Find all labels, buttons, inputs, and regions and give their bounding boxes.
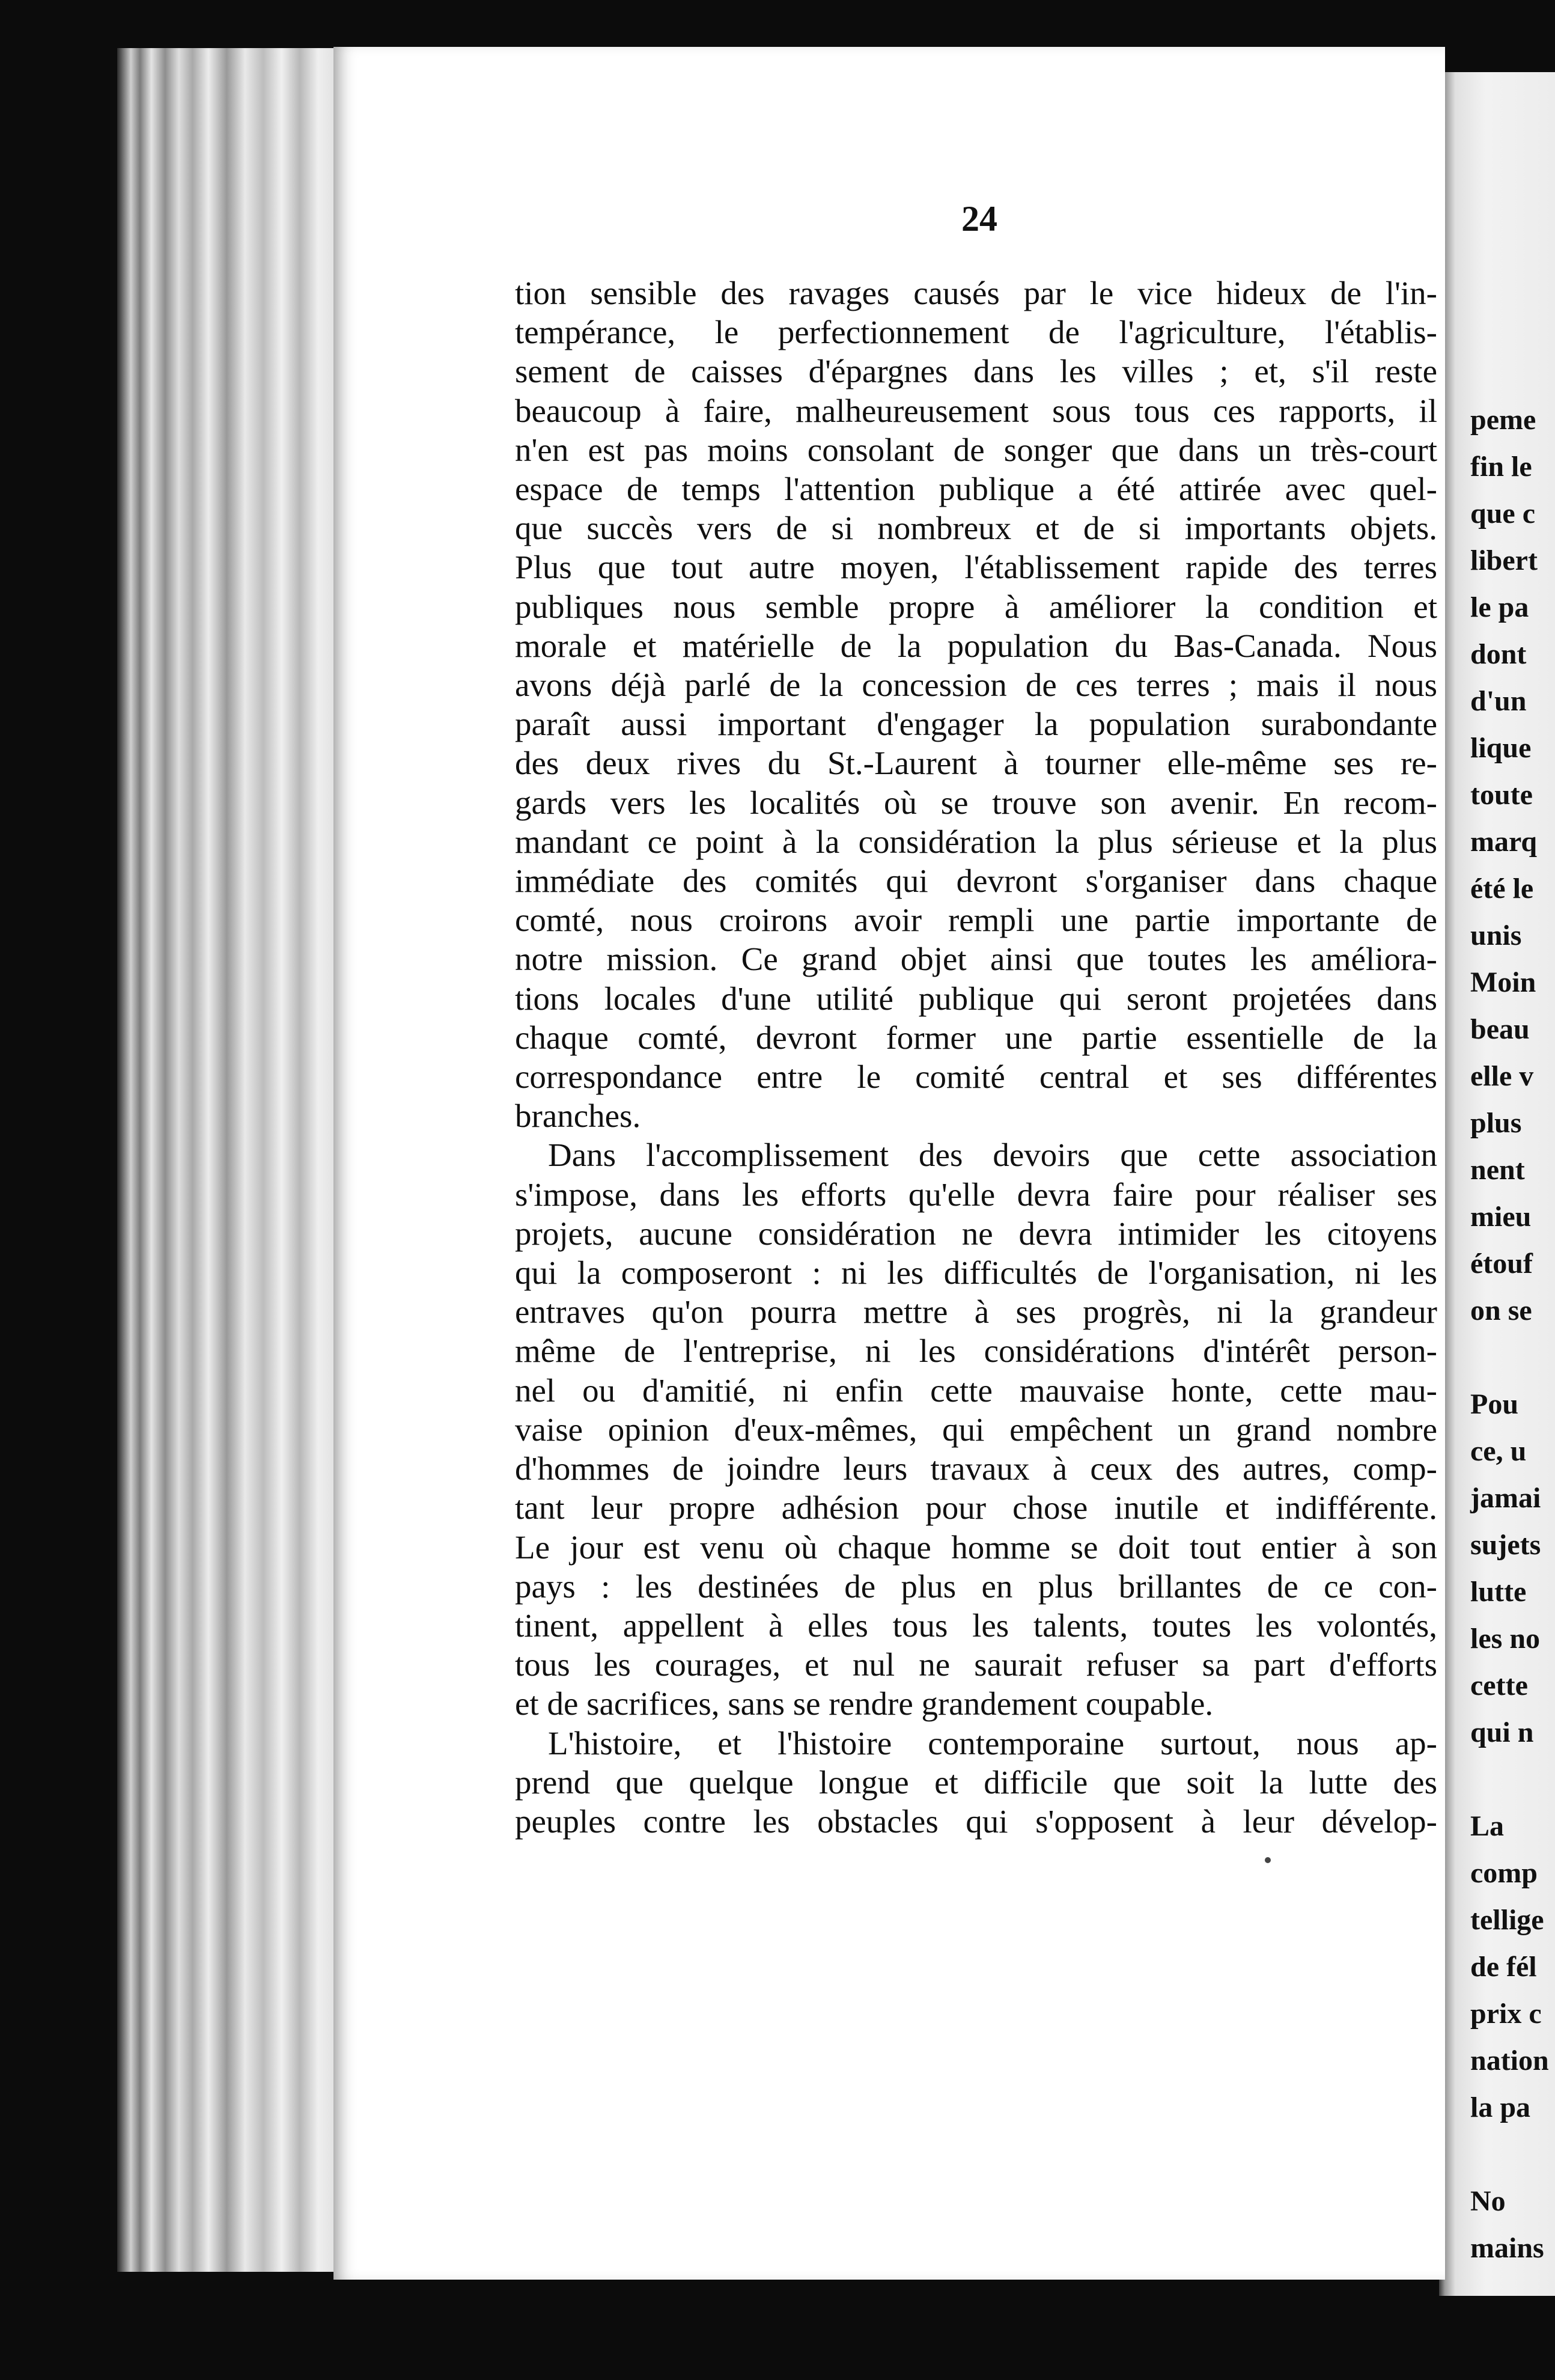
text-line: projets, aucune considération ne devra intimider les citoyens	[515, 1215, 1437, 1252]
text-line: peuples contre les obstacles qui s'opposent à leur dévelop-	[515, 1802, 1437, 1840]
text-line: beaucoup à faire, malheureusement sous tous ces rapports, il	[515, 392, 1437, 429]
text-line: que succès vers de si nombreux et de si importants objets.	[515, 510, 1437, 547]
page-number: 24	[961, 199, 997, 239]
next-page-fragment: La	[1470, 1810, 1505, 1842]
next-page-fragment: toute	[1470, 779, 1533, 811]
text-line: tant leur propre adhésion pour chose inutile et indifférente.	[515, 1489, 1437, 1527]
text-line: tions locales d'une utilité publique qui seront projetées dans	[515, 980, 1437, 1017]
text-line: qui la composeront : ni les difficultés de l'organisation, ni les	[515, 1254, 1437, 1292]
text-line: prend que quelque longue et difficile que soit la lutte des	[515, 1763, 1437, 1801]
next-page-fragment: que c	[1470, 498, 1535, 529]
next-page-fragments	[1470, 397, 1555, 2272]
next-page-fragment: tellige	[1470, 1904, 1544, 1936]
next-page-fragment: plus	[1470, 1107, 1522, 1139]
next-page-edge	[1439, 72, 1555, 2296]
next-page-fragment: comp	[1470, 1857, 1538, 1889]
ink-spot	[1265, 1857, 1271, 1863]
text-line: s'impose, dans les efforts qu'elle devra faire pour réaliser ses	[515, 1176, 1437, 1213]
text-line: comté, nous croirons avoir rempli une partie importante de	[515, 902, 1437, 939]
next-page-fragment: la pa	[1470, 2092, 1531, 2123]
text-line: chaque comté, devront former une partie essentielle de la	[515, 1019, 1437, 1056]
text-line: notre mission. Ce grand objet ainsi que toutes les améliora-	[515, 941, 1437, 978]
next-page-fragment: peme	[1470, 404, 1536, 436]
text-line: Plus que tout autre moyen, l'établissement rapide des terres	[515, 549, 1437, 586]
next-page-fragment: les no	[1470, 1623, 1541, 1655]
next-page-fragment: fin le	[1470, 451, 1532, 483]
next-page-fragment: lique	[1470, 732, 1532, 764]
next-page-fragment: dont	[1470, 638, 1527, 670]
text-line: sement de caisses d'épargnes dans les villes ; et, s'il reste	[515, 353, 1437, 390]
next-page-fragment: jamai	[1470, 1482, 1541, 1514]
next-page-fragment: Pou	[1470, 1388, 1519, 1420]
stacked-page-edges	[117, 48, 345, 2272]
text-line: d'hommes de joindre leurs travaux à ceux des autres, comp-	[515, 1450, 1437, 1488]
next-page-fragment: No	[1470, 2185, 1506, 2217]
next-page-fragment: mieu	[1470, 1201, 1532, 1233]
next-page-fragment: beau	[1470, 1013, 1530, 1045]
text-line: paraît aussi important d'engager la population surabondante	[515, 706, 1437, 743]
next-page-fragment: ce, u	[1470, 1435, 1527, 1467]
next-page-fragment: elle v	[1470, 1060, 1534, 1092]
next-page-fragment: prix c	[1470, 1998, 1542, 2030]
next-page-fragment: on se	[1470, 1295, 1532, 1326]
next-page-fragment: marq	[1470, 826, 1538, 858]
text-line: vaise opinion d'eux-mêmes, qui empêchent un grand nombre	[515, 1411, 1437, 1448]
body-text	[515, 273, 1437, 1841]
text-line: et de sacrifices, sans se rendre grandement coupable.	[515, 1685, 1214, 1722]
next-page-fragment: le pa	[1470, 591, 1529, 623]
text-line: espace de temps l'attention publique a été attirée avec quel-	[515, 471, 1437, 508]
text-line: tempérance, le perfectionnement de l'agriculture, l'établis-	[515, 314, 1437, 351]
next-page-fragment: été le	[1470, 873, 1534, 905]
text-line: publiques nous semble propre à améliorer la condition et	[515, 588, 1437, 625]
text-line: morale et matérielle de la population du Bas-Canada. Nous	[515, 627, 1437, 664]
text-line: même de l'entreprise, ni les considérations d'intérêt person-	[515, 1332, 1437, 1370]
next-page-fragment: nation	[1470, 2045, 1549, 2076]
text-line: immédiate des comités qui devront s'organiser dans chaque	[515, 862, 1437, 900]
next-page-fragment: d'un	[1470, 685, 1527, 717]
text-line: pays : les destinées de plus en plus brillantes de ce con-	[515, 1567, 1437, 1605]
text-line: entraves qu'on pourra mettre à ses progrès, ni la grandeur	[515, 1293, 1437, 1331]
next-page-fragment: Moin	[1470, 966, 1536, 998]
next-page-fragment	[1470, 2131, 1555, 2178]
next-page-fragment: sujets	[1470, 1529, 1541, 1561]
text-line: des deux rives du St.-Laurent à tourner elle-même ses re-	[515, 745, 1437, 782]
next-page-fragment	[1470, 1334, 1555, 1381]
text-line: Dans l'accomplissement des devoirs que cette association	[548, 1137, 1437, 1174]
text-line: tinent, appellent à elles tous les talents, toutes les volontés,	[515, 1606, 1437, 1644]
text-line: Le jour est venu où chaque homme se doit tout entier à son	[515, 1528, 1437, 1566]
next-page-fragment: libert	[1470, 545, 1538, 576]
text-line: nel ou d'amitié, ni enfin cette mauvaise honte, cette mau-	[515, 1372, 1437, 1409]
text-line: tous les courages, et nul ne saurait refuser sa part d'efforts	[515, 1646, 1437, 1683]
next-page-fragment: mains	[1470, 2232, 1544, 2264]
next-page-fragment: lutte	[1470, 1576, 1527, 1608]
text-line: branches.	[515, 1097, 641, 1135]
next-page-fragment: nent	[1470, 1154, 1525, 1186]
next-page-fragment: qui n	[1470, 1716, 1534, 1748]
text-line: avons déjà parlé de la concession de ces terres ; mais il nous	[515, 667, 1437, 704]
text-line: tion sensible des ravages causés par le vice hideux de l'in-	[515, 275, 1437, 311]
text-line: n'en est pas moins consolant de songer que dans un très-court	[515, 431, 1437, 468]
next-page-fragment: étouf	[1470, 1248, 1533, 1280]
text-line: gards vers les localités où se trouve son avenir. En recom-	[515, 784, 1437, 821]
next-page-fragment	[1470, 1756, 1555, 1803]
text-line: mandant ce point à la considération la plus sérieuse et la plus	[515, 823, 1437, 860]
next-page-fragment: de fél	[1470, 1951, 1537, 1983]
next-page-fragment: cette	[1470, 1670, 1528, 1701]
text-line: correspondance entre le comité central et ses différentes	[515, 1058, 1437, 1096]
next-page-fragment: unis	[1470, 920, 1522, 951]
text-line: L'histoire, et l'histoire contemporaine surtout, nous ap-	[548, 1724, 1437, 1762]
